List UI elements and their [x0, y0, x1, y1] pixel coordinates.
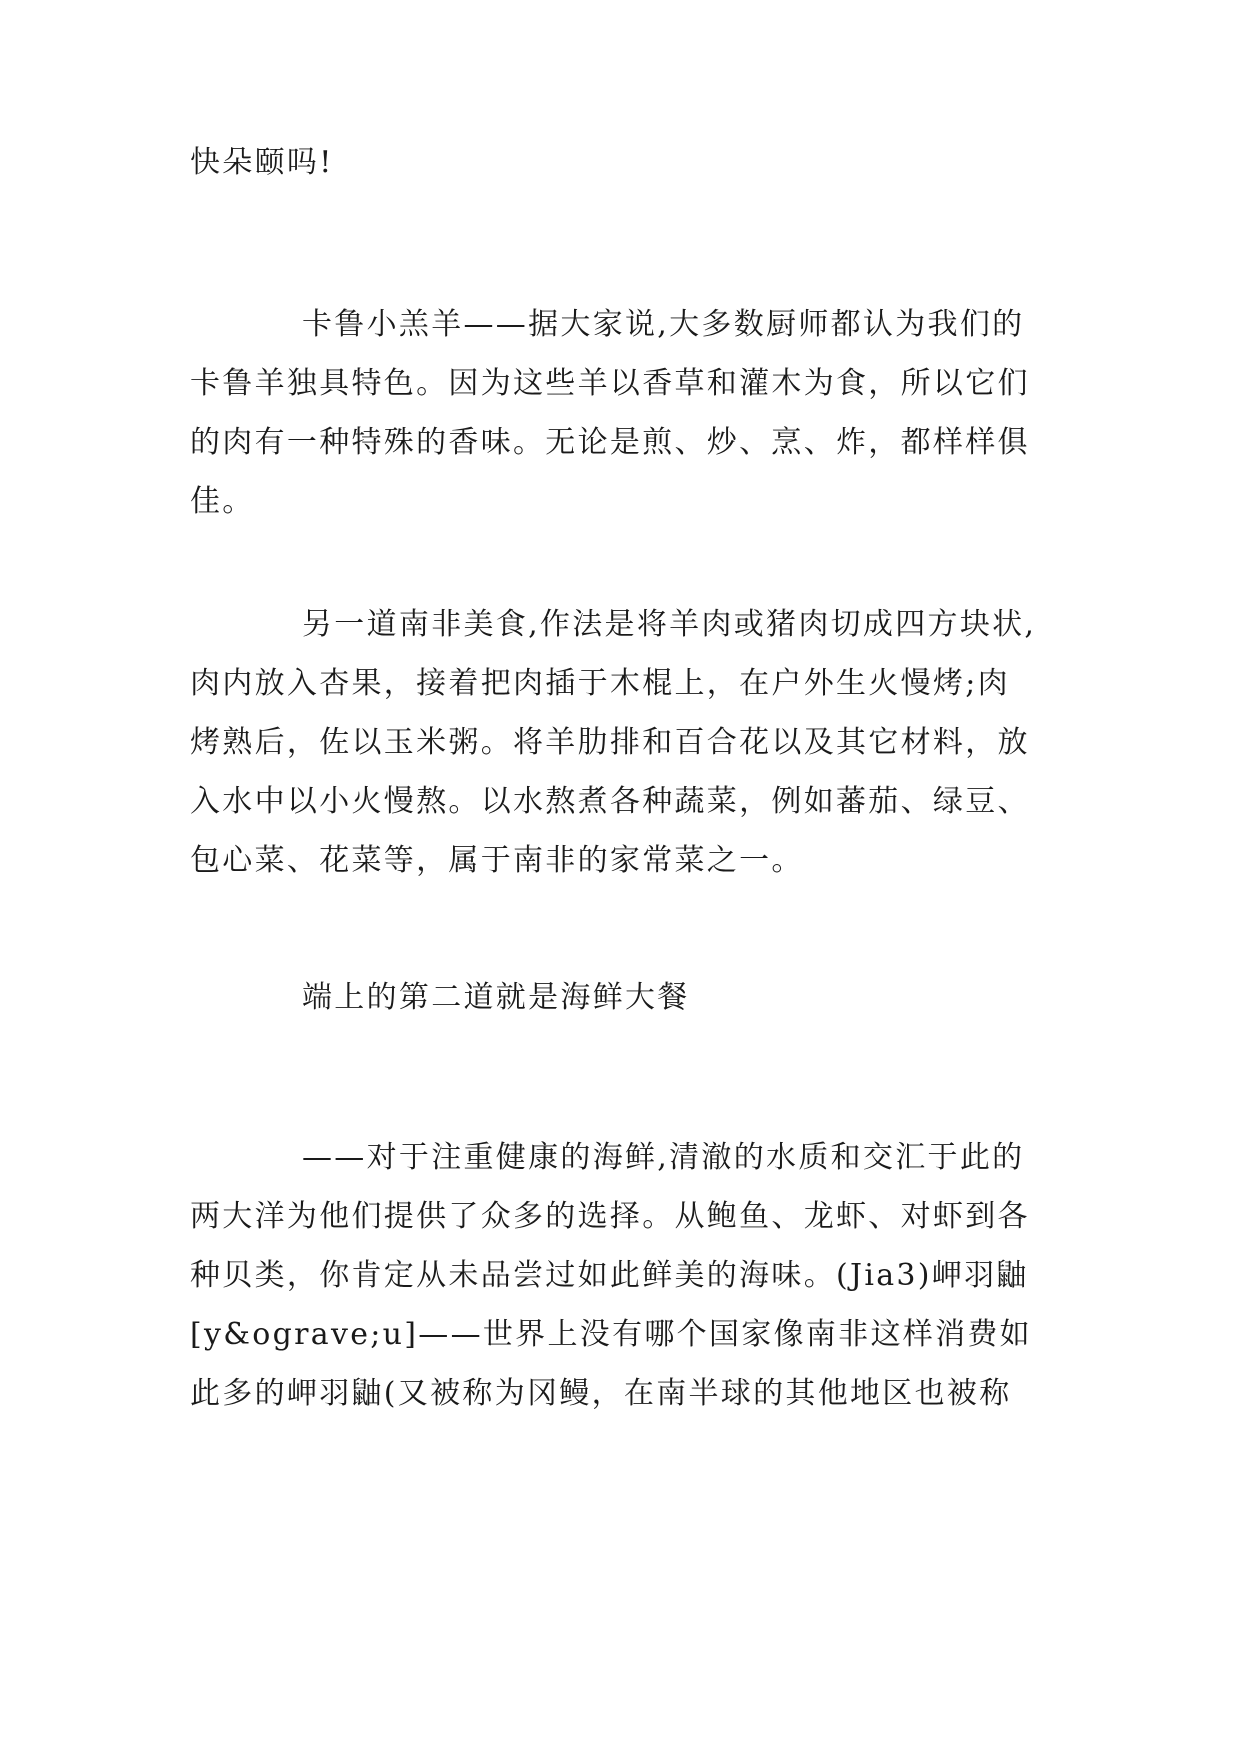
text-line: 烤熟后，佐以玉米粥。将羊肋排和百合花以及其它材料，放 — [190, 725, 1030, 760]
text-line: 此多的岬羽鼬(又被称为冈鳗，在南半球的其他地区也被称 — [190, 1376, 1012, 1411]
text-line: 两大洋为他们提供了众多的选择。从鲍鱼、龙虾、对虾到各 — [190, 1199, 1030, 1234]
paragraph-south-african-dish — [190, 595, 1036, 890]
text-line: 肉内放入杏果，接着把肉插于木棍上，在户外生火慢烤;肉 — [190, 666, 1010, 701]
text-line: 佳。 — [190, 484, 255, 519]
text-line: 入水中以小火慢熬。以水熬煮各种蔬菜，例如蕃茄、绿豆、 — [190, 784, 1030, 819]
text-line: 卡鲁小羔羊——据大家说,大多数厨师都认为我们的 — [302, 307, 1025, 342]
paragraph-karoo-lamb — [190, 295, 1030, 531]
text-line: ——对于注重健康的海鲜,清澈的水质和交汇于此的 — [302, 1140, 1025, 1175]
paragraph-closing-line — [190, 133, 334, 192]
text-line: 另一道南非美食,作法是将羊肉或猪肉切成四方块状, — [302, 607, 1037, 642]
text-line: [y&ograve;u]——世界上没有哪个国家像南非这样消费如 — [190, 1317, 1032, 1352]
text-line: 快朵颐吗! — [190, 145, 334, 180]
text-line: 的肉有一种特殊的香味。无论是煎、炒、烹、炸，都样样俱 — [190, 425, 1030, 460]
text-line: 包心菜、花菜等，属于南非的家常菜之一。 — [190, 843, 804, 878]
paragraph-seafood-heading — [190, 968, 690, 1027]
text-line: 种贝类，你肯定从未品尝过如此鲜美的海味。(Jia3)岬羽鼬 — [190, 1258, 1029, 1293]
text-line: 端上的第二道就是海鲜大餐 — [302, 980, 690, 1015]
text-line: 卡鲁羊独具特色。因为这些羊以香草和灌木为食，所以它们 — [190, 366, 1030, 401]
paragraph-seafood — [190, 1128, 1032, 1423]
